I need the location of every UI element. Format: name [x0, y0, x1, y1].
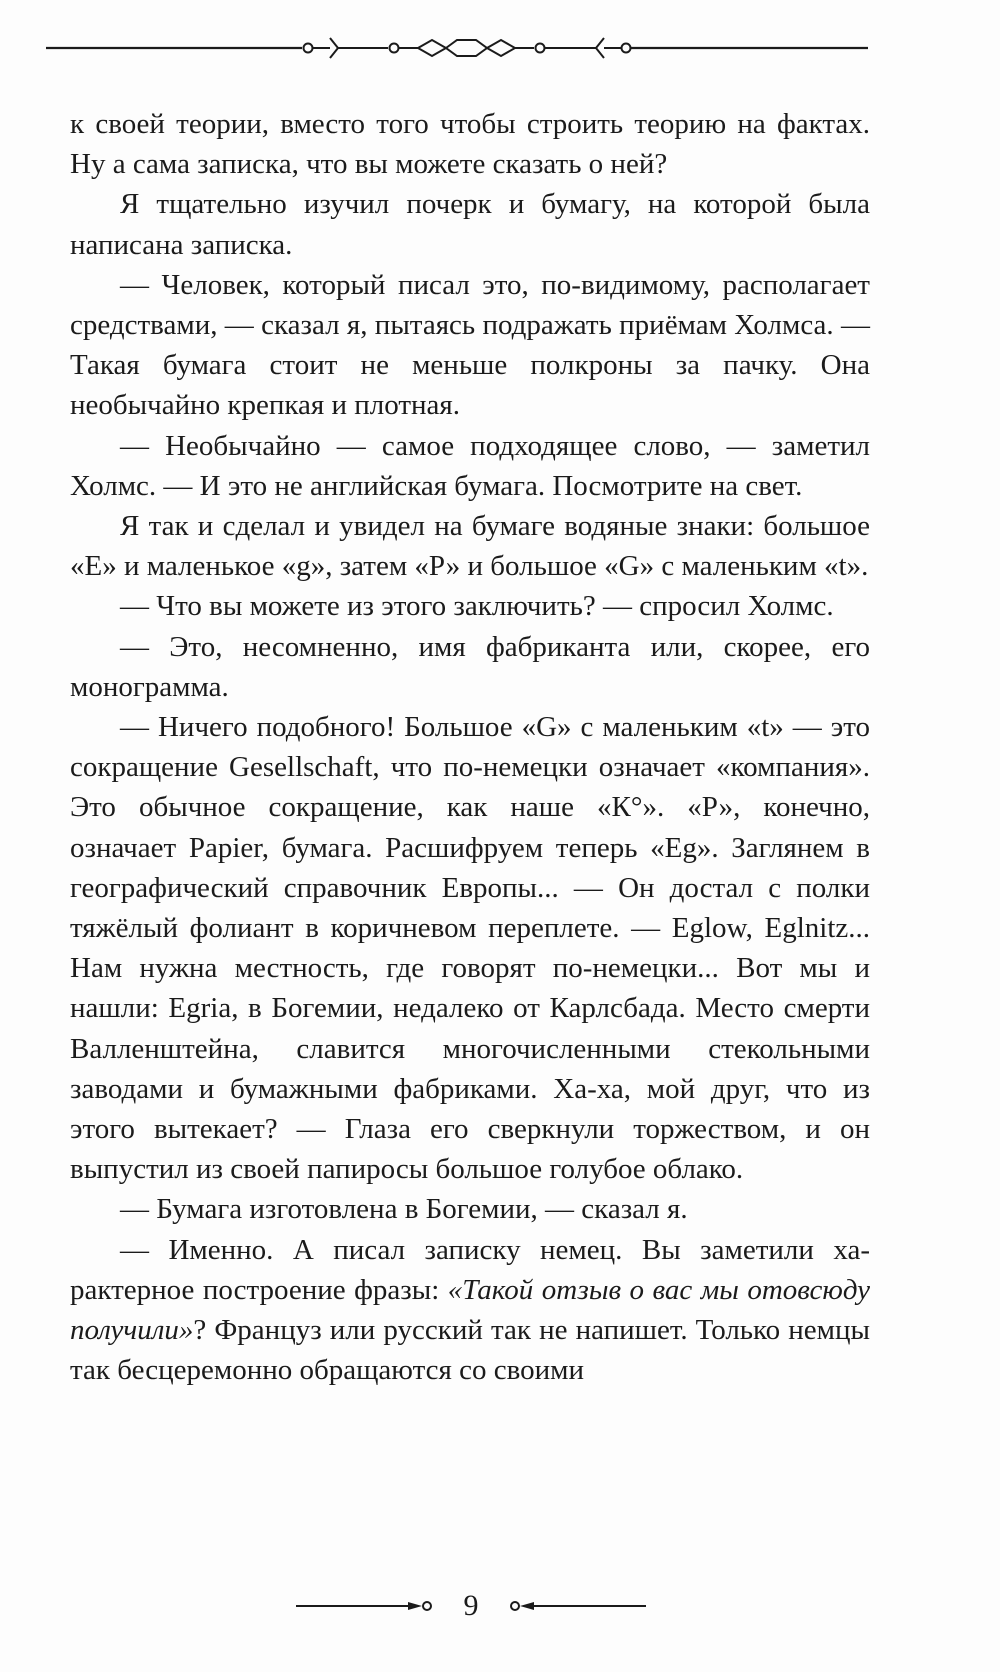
page-footer: [296, 1584, 646, 1628]
paragraph: — Ничего подобного! Большое «G» с маленьким «t» — это сокращение Gesellschaft, что по-немецки означает «компания». Это обычное сокращение, как наше «К°». «Р», конечно, означает Papier, бумага. Расшифруем теперь «Eg». Заглянем в географический справочник Европы... — Он достал с полки тяжёлый фолиант в коричневом переплете. — Eglow, Eglnitz... Нам нужна местность, где говорят по-немецки... Вот мы и нашли: Egria, в Богемии, недалеко от Карлсбада. Место смерти Валленштейна, славится многочисленными стекольными заводами и бумажными фабриками. Ха-ха, мой друг, что из этого вытекает? — Глаза его сверкнули торжеством, и он выпустил из своей папиросы большое голубое облако.: [70, 711, 870, 1186]
paragraph: — Необычайно — самое подходящее слово, — заметил Холмс. — И это не английская бумага. Посмотрите на свет.: [70, 429, 870, 502]
page-number: 9: [463, 1589, 479, 1622]
paragraph-text: — Именно. А писал записку немец. Вы заметили характерное построение фразы:: [70, 1233, 870, 1306]
paragraph: [70, 1230, 870, 1391]
header-ornament: [46, 34, 868, 62]
paragraph: Я тщательно изучил почерк и бумагу, на которой была написана записка.: [70, 188, 870, 261]
italic-quote: «Такой отзыв о вас мы отовсюду получили»: [70, 1273, 870, 1347]
paragraph: — Что вы можете из этого заключить? — спросил Холмс.: [120, 590, 834, 623]
paragraph-text: ? Француз или русский так не напишет. Только немцы так бесцеремонно обращаются со своими: [70, 1314, 870, 1387]
paragraph: — Человек, который писал это, по-видимому, располагает средствами, — сказал я, пытаясь подражать приёмам Холмса. — Такая бумага стоит не меньше полкроны за пачку. Она необычайно крепкая и плотная.: [70, 268, 870, 422]
body-text: [70, 104, 870, 1391]
paragraph: — Бумага изготовлена в Богемии, — сказал я.: [120, 1193, 688, 1226]
paragraph: Я так и сделал и увидел на бумаге водяные знаки: большое «Е» и маленькое «g», затем «Р» и большое «G» с маленьким «t».: [70, 510, 870, 583]
paragraph: к своей теории, вместо того чтобы строить теорию на фактах. Ну а сама записка, что вы можете сказать о ней?: [70, 108, 870, 181]
paragraph: — Это, несомненно, имя фабриканта или, скорее, его монограмма.: [70, 630, 870, 703]
